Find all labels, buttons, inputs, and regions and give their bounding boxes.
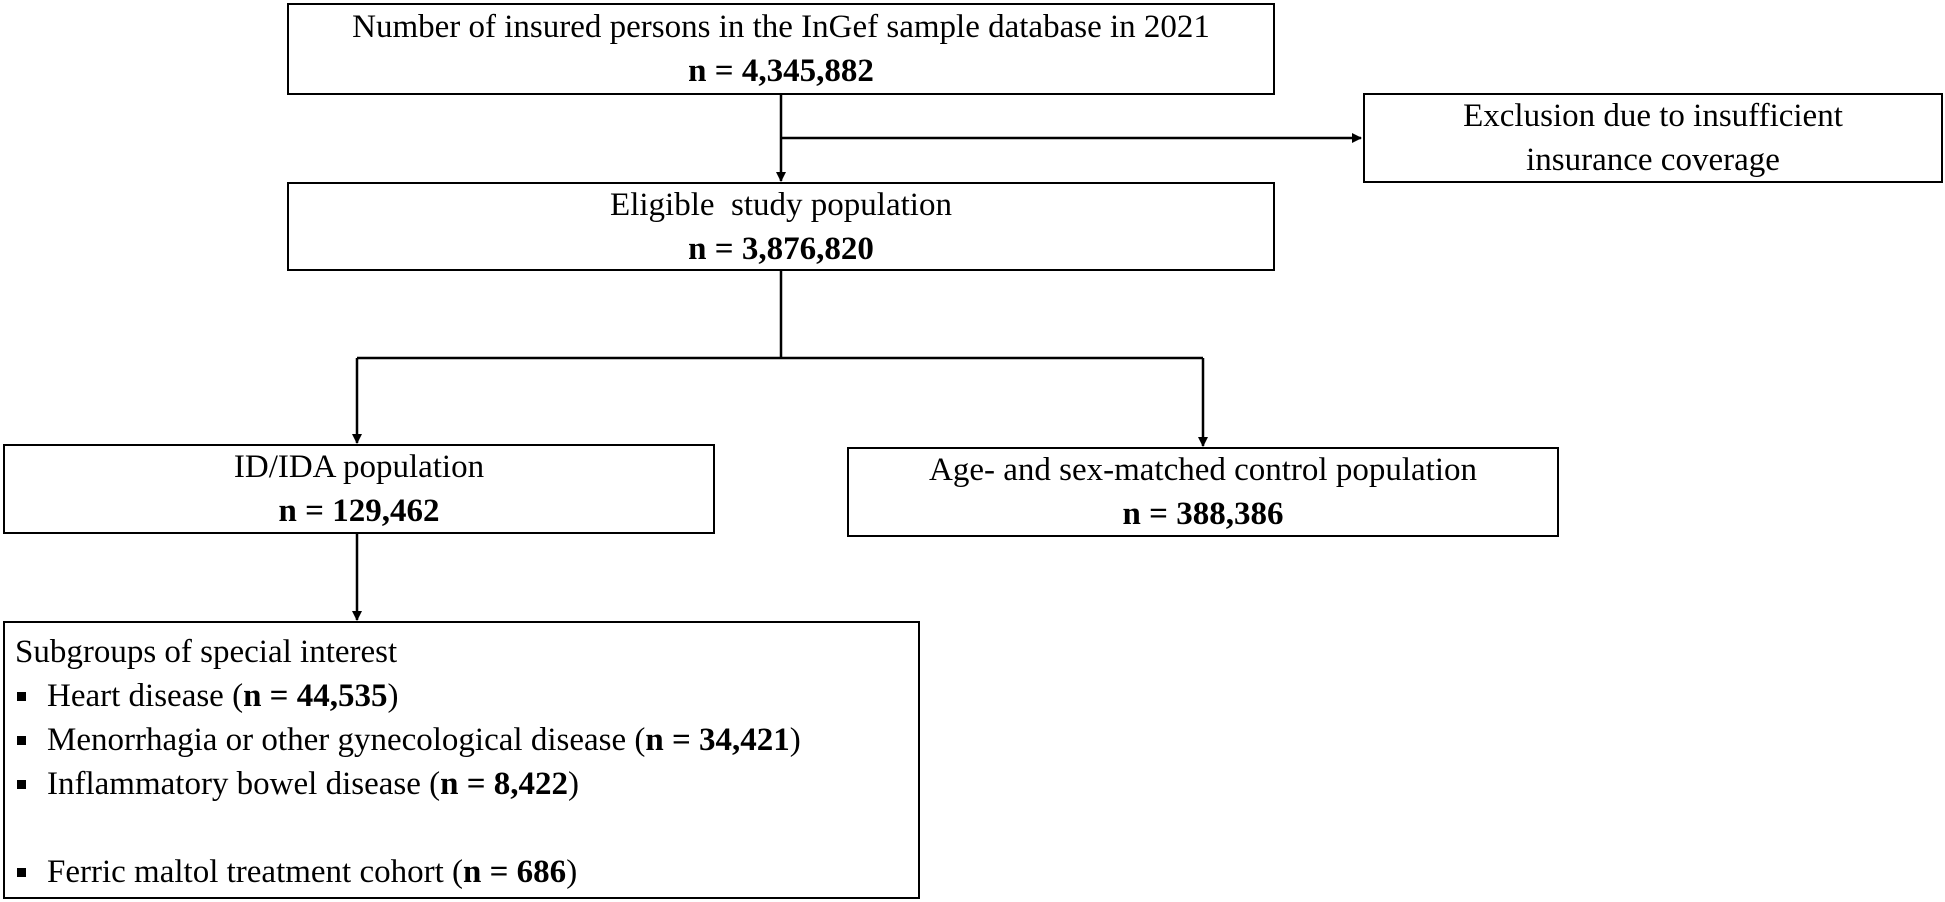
subgroup-item: [15, 762, 918, 806]
subgroup-label: Ferric maltol treatment cohort (: [47, 854, 464, 890]
exclusion-label-line2: insurance coverage: [1526, 142, 1780, 178]
idida-population-box: [3, 444, 715, 534]
idida-population-count: n = 129,462: [278, 493, 440, 529]
subgroup-item: [15, 718, 918, 762]
subgroup-close: ): [789, 722, 801, 758]
insured-persons-label: Number of insured persons in the InGef sample database in 2021: [352, 9, 1210, 45]
subgroup-count: n = 8,422: [440, 766, 569, 802]
bullet-icon: [17, 780, 26, 789]
subgroup-item: [15, 850, 918, 894]
eligible-population-label: Eligible study population: [610, 186, 952, 223]
subgroup-close: ): [568, 766, 580, 802]
insured-persons-box: [287, 3, 1275, 95]
idida-population-label: ID/IDA population: [233, 449, 485, 485]
bullet-icon: [17, 736, 26, 745]
subgroup-count: n = 34,421: [645, 722, 790, 758]
control-population-count: n = 388,386: [1122, 496, 1284, 532]
control-population-label: Age- and sex-matched control population: [929, 452, 1477, 488]
subgroup-close: ): [387, 678, 399, 714]
subgroup-label: Heart disease (: [47, 678, 244, 714]
insured-persons-count: n = 4,345,882: [688, 53, 874, 89]
bullet-icon: [17, 692, 26, 701]
eligible-population-box: [287, 182, 1275, 271]
exclusion-label-line1: Exclusion due to insufficient: [1463, 98, 1843, 134]
subgroups-box: [3, 621, 920, 899]
subgroups-title: Subgroups of special interest: [15, 634, 398, 670]
subgroup-label: Inflammatory bowel disease (: [47, 766, 441, 802]
subgroup-label: Menorrhagia or other gynecological disease (: [47, 722, 646, 758]
eligible-population-count: n = 3,876,820: [688, 230, 874, 267]
control-population-box: [847, 447, 1559, 537]
bullet-icon: [17, 868, 26, 877]
exclusion-box: [1363, 93, 1943, 183]
subgroup-item: [15, 674, 918, 718]
subgroup-count: n = 686: [463, 854, 567, 890]
subgroup-close: ): [566, 854, 578, 890]
subgroup-count: n = 44,535: [243, 678, 388, 714]
